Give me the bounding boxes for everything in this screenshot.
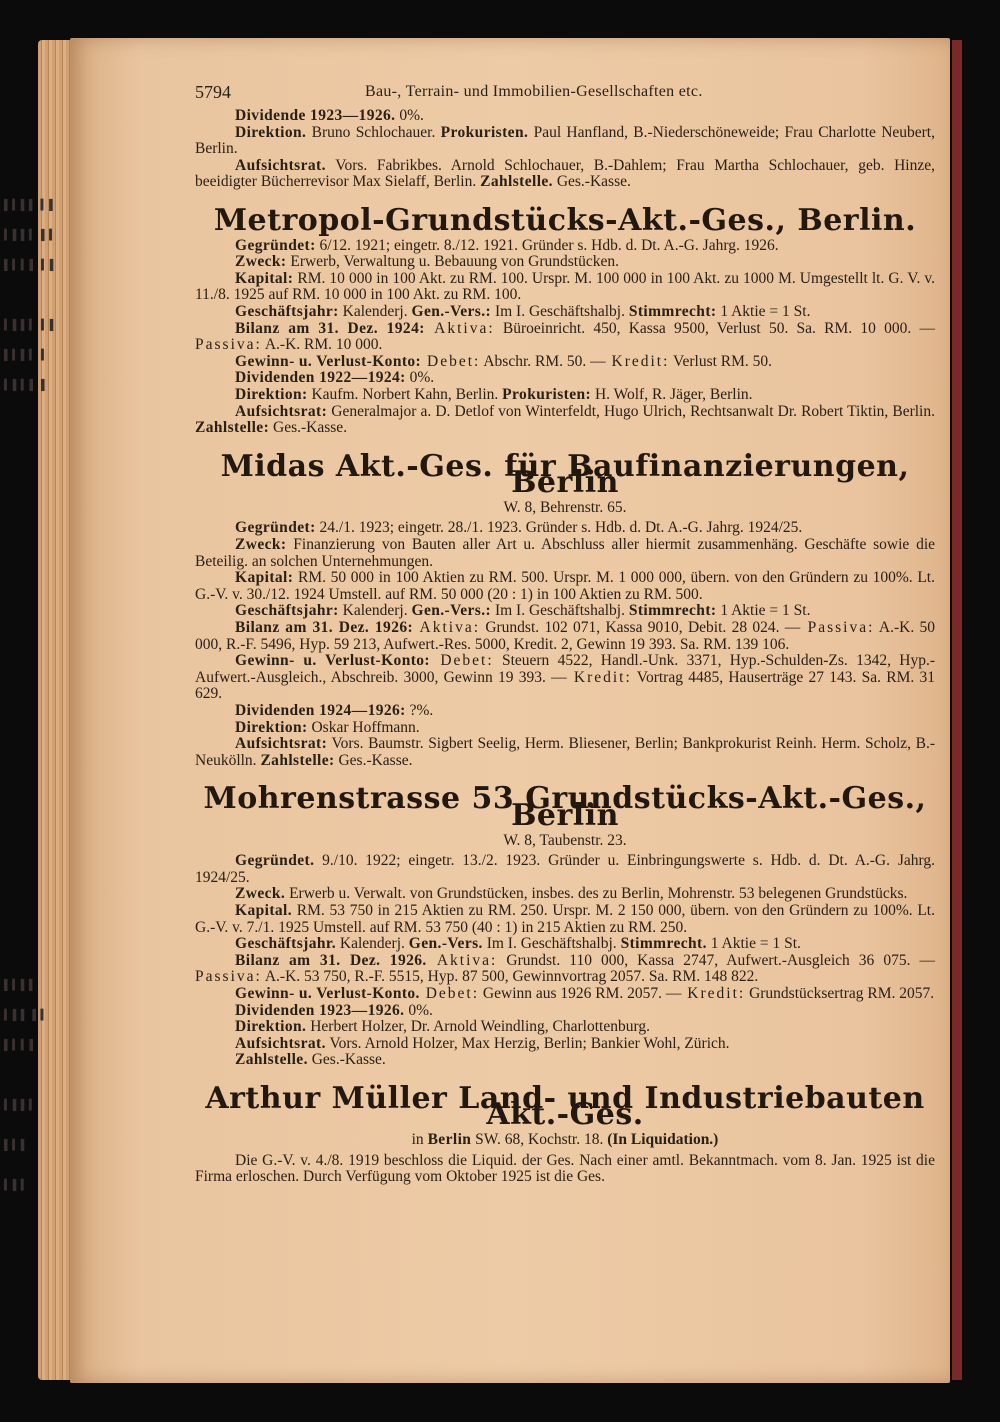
side-mark: ▍▌▌▍ ▍▌ (4, 320, 58, 331)
entry-address: W. 8, Behrenstr. 65. (503, 498, 627, 516)
entry-arthur-mueller: Arthur Müller Land- und Industriebauten Akt.-Ges. in Berlin SW. 68, Kochstr. 18. (In Liquidation.) Die G.-V. v. 4./8. 1919 beschloss die Liquid. der Ges. Nach einer amtl. Bekanntmach. vom 8. Jan. 1925 ist die Firma erloschen. Durch Verfügung vom Oktober 1925 ist die Ges. (195, 1080, 935, 1186)
liquidation-label: (In Liquidation.) (607, 1131, 719, 1149)
entry-address: W. 8, Taubenstr. 23. (503, 831, 627, 849)
page-header (125, 80, 935, 108)
entry-top: Dividende 1923—1926. 0%. Direktion. Bruno Schlochauer. Prokuristen. Paul Hanfland, B.-Niederschöneweide; Frau Charlotte Neubert, Berlin. Aufsichtsrat. Vors. Fabrikbes. Arnold Schlochauer, B.-Dahlem; Frau Martha Schlochauer, geb. Hinze, beeidigter Bücherrevisor Max Sielaff, Berlin. Zahlstelle. Ges.-Kasse. (195, 107, 935, 191)
side-mark: ▍▌▍▌ ▌ (4, 380, 50, 391)
side-mark: ▌▍▍▌ ▍▌ (4, 260, 58, 271)
side-mark: ▍▌▌▍ (4, 1100, 38, 1111)
side-mark: ▌▍▌ (4, 1140, 29, 1151)
running-head: Bau-, Terrain- und Immobilien-Gesellschaften etc. (365, 83, 703, 100)
entry-title: Metropol-Grundstücks-Akt.-Ges., Berlin. (213, 202, 917, 238)
side-mark: ▌▍▌▌ ▍▌ (4, 200, 58, 211)
page-number: 5794 (195, 82, 231, 102)
entry-midas: Midas Akt.-Ges. für Baufinanzierungen, Berlin W. 8, Behrenstr. 65. Gegründet: 24./1. 1923; eingetr. 28./1. 1923. Gründer s. Hdb. d. Dt. A.-G. Jahrg. 1924/25. Zweck: Finanzierung von Bauten aller Art u. Abschluss aller hiermit zusammenhäng. Geschäfte sowie die Beteilig. an solchen Unternehmungen. Kapital: RM. 50 000 in 100 Aktien zu RM. 500. Urspr. M. 1 000 000, übern. von den Gründern zu 100%. Lt. G.-V. v. 30./12. 1924 Umstell. auf RM. 50 000 (20 : 1) in 100 Aktien zu RM. 500. Geschäftsjahr: Kalenderj. Gen.-Vers.: Im I. Geschäftshalbj. Stimmrecht: 1 Aktie = 1 St. Bilanz am 31. Dez. 1926: Aktiva: Grundst. 102 071, Kassa 9010, Debit. 28 024. — Passiva: A.-K. 50 000, R.-F. 5496, Hyp. 59 213, Aufwert.-Res. 5000, Kredit. 2, Gewinn 19 393. Sa. RM. 139 106. Gewinn- u. Verlust-Konto: Debet: Steuern 4522, Handl.-Unk. 3371, Hyp.-Schulden-Zs. 1342, Hyp.-Aufwert.-Ausgleich., Abschreib. 3000, Gewinn 19 393. — Kredit: Vortrag 4485, Hauserträge 27 143. Sa. RM. 31 629. Dividenden 1924—1926: ?%. Direktion: Oskar Hoffmann. Aufsichtsrat: Vors. Baumstr. Sigbert Seelig, Herm. Bliesener, Berlin; Bankprokurist Reinh. Herm. Scholz, B.-Neukölln. Zahlstelle: Ges.-Kasse. (195, 448, 936, 769)
entry-title: Arthur Müller Land- und Industriebauten Akt.-Ges. (205, 1080, 925, 1133)
entry-metropol: Metropol-Grundstücks-Akt.-Ges., Berlin. Gegründet: 6/12. 1921; eingetr. 8./12. 1921. Gründer s. Hdb. d. Dt. A.-G. Jahrg. 1926. Zweck: Erwerb, Verwaltung u. Bebauung von Grundstücken. Kapital: RM. 10 000 in 100 Akt. zu RM. 100. Urspr. M. 100 000 in 100 Akt. zu 1000 M. Umgestellt lt. G. V. v. 11./8. 1925 auf RM. 10 000 in 100 Akt. zu RM. 100. Geschäftsjahr: Kalenderj. Gen.-Vers.: Im I. Geschäftshalbj. Stimmrecht: 1 Aktie = 1 St. Bilanz am 31. Dez. 1924: Aktiva: Büroeinricht. 450, Kassa 9500, Verlust 50. Sa. RM. 10 000. — Passiva: A.-K. RM. 10 000. Gewinn- u. Verlust-Konto: Debet: Abschr. RM. 50. — Kredit: Verlust RM. 50. Dividenden 1922—1924: 0%. Direktion: Kaufm. Norbert Kahn, Berlin. Prokuristen: H. Wolf, R. Jäger, Berlin. Aufsichtsrat: Generalmajor a. D. Detlof von Winterfeldt, Hugo Ulrich, Rechtsanwalt Dr. Robert Tiktin, Berlin. Zahlstelle: Ges.-Kasse. (195, 202, 936, 437)
entry-address: in Berlin SW. 68, Kochstr. 18. (In Liquidation.) (411, 1131, 719, 1149)
entry-mohrenstrasse: Mohrenstrasse 53 Grundstücks-Akt.-Ges., Berlin W. 8, Taubenstr. 23. Gegründet. 9./10. 1922; eingetr. 13./2. 1923. Gründer u. Einbringungswerte s. Hdb. d. Dt. A.-G. Jahrg. 1924/25. Zweck. Erwerb u. Verwalt. von Grundstücken, insbes. des zu Berlin, Mohrenstr. 53 belegenen Grundstücks. Kapital. RM. 53 750 in 215 Aktien zu RM. 250. Urspr. M. 2 150 000, übern. von den Gründern zu 100%. Lt. G.-V. v. 7./1. 1925 Umstell. auf RM. 53 750 (40 : 1) in 215 Aktien zu RM. 250. Geschäftsjahr. Kalenderj. Gen.-Vers. Im I. Geschäftshalbj. Stimmrecht. 1 Aktie = 1 St. Bilanz am 31. Dez. 1926. Aktiva: Grundst. 110 000, Kassa 2747, Aufwert.-Ausgleich 36 075. — Passiva: A.-K. 53 750, R.-F. 5515, Hyp. 87 500, Gewinnvortrag 2057. Sa. RM. 148 822. Gewinn- u. Verlust-Konto. Debet: Gewinn aus 1926 RM. 2057. — Kredit: Grundstücksertrag RM. 2057. Dividenden 1923—1926. 0%. Direktion. Herbert Holzer, Dr. Arnold Weindling, Charlottenburg. Aufsichtsrat. Vors. Arnold Holzer, Max Herzig, Berlin; Bankier Wohl, Zürich. Zahlstelle. Ges.-Kasse. (195, 781, 936, 1069)
side-mark: ▍▌▌ ▌▍ (4, 1010, 50, 1021)
page-content (125, 80, 935, 1186)
entry-title: Midas Akt.-Ges. für Baufinanzierungen, Berlin (220, 448, 910, 501)
entry-title: Mohrenstrasse 53 Grundstücks-Akt.-Ges., Berlin (203, 781, 927, 833)
book-binding (952, 40, 962, 1380)
side-mark: ▌▍▍▌ (4, 1040, 38, 1051)
side-mark: ▌▍▌▍ ▍ (4, 350, 50, 361)
side-mark: ▍▌▌▍ ▌▍ (4, 230, 58, 241)
side-mark: ▍▌▍ (4, 1180, 30, 1191)
side-mark: ▌▍▌▌ (4, 980, 37, 991)
